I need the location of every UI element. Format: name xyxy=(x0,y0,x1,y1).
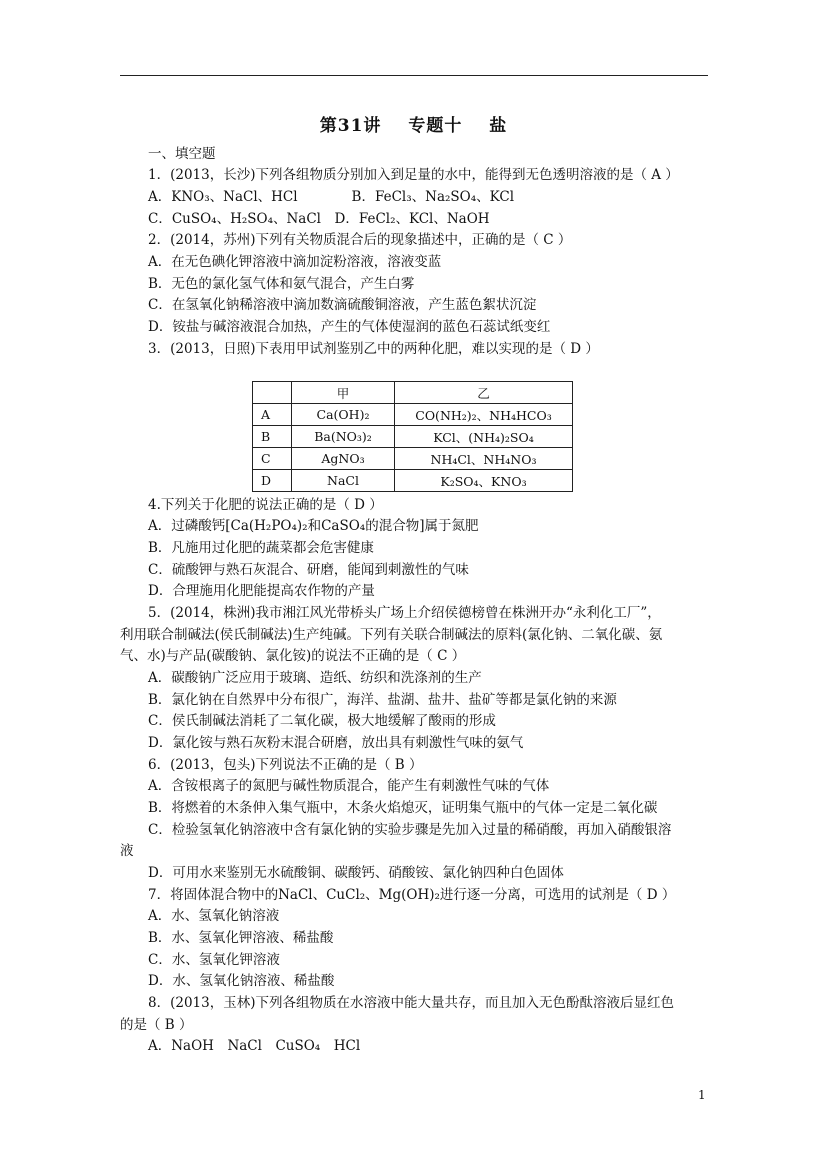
q5-option-c: C．侯氏制碱法消耗了二氧化碳，极大地缓解了酸雨的形成 xyxy=(148,713,496,729)
section-heading: 一、填空题 xyxy=(148,146,216,162)
q7-option-b: B．水、氢氧化钾溶液、稀盐酸 xyxy=(148,930,334,946)
table-cell: C xyxy=(253,448,292,470)
q2-option-a: A．在无色碘化钾溶液中滴加淀粉溶液，溶液变蓝 xyxy=(148,254,442,270)
title-topic: 专题十 xyxy=(408,116,463,136)
table-cell: A xyxy=(253,404,292,426)
table-cell: Ca(OH)₂ xyxy=(292,404,395,426)
q8-stem-line2: 的是（ B ） xyxy=(120,1017,193,1033)
q4-option-a: A．过磷酸钙[Ca(H₂PO₄)₂和CaSO₄的混合物]属于氮肥 xyxy=(148,518,479,534)
table-cell: CO(NH₂)₂、NH₄HCO₃ xyxy=(395,404,573,426)
q6-option-d: D．可用水来鉴别无水硫酸铜、碳酸钙、硝酸铵、氯化钠四种白色固体 xyxy=(148,865,564,881)
q3-stem: 3．(2013，日照)下表用甲试剂鉴别乙中的两种化肥，难以实现的是（ D ） xyxy=(148,341,599,357)
table-row xyxy=(253,426,573,448)
q2-stem: 2．(2014，苏州)下列有关物质混合后的现象描述中，正确的是（ C ） xyxy=(148,232,572,248)
q2-option-b: B．无色的氯化氢气体和氨气混合，产生白雾 xyxy=(148,276,415,292)
page-number: 1 xyxy=(698,1088,706,1102)
q4-stem: 4.下列关于化肥的说法正确的是（ D ） xyxy=(148,497,383,513)
q5-stem-line3: 气、水)与产品(碳酸钠、氯化铵)的说法不正确的是（ C ） xyxy=(120,648,466,664)
q7-option-a: A．水、氢氧化钠溶液 xyxy=(148,908,280,924)
q6-option-a: A．含铵根离子的氮肥与碱性物质混合，能产生有刺激性气味的气体 xyxy=(148,778,550,794)
table-row xyxy=(253,404,573,426)
q6-option-b: B．将燃着的木条伸入集气瓶中，木条火焰熄灭，证明集气瓶中的气体一定是二氧化碳 xyxy=(148,800,658,816)
q5-stem-line1: 5．(2014，株洲)我市湘江风光带桥头广场上介绍侯德榜曾在株洲开办“永利化工厂”， xyxy=(148,605,661,621)
table-header-row xyxy=(253,382,573,404)
title-subject: 盐 xyxy=(489,116,508,136)
q1-stem: 1．(2013，长沙)下列各组物质分别加入到足量的水中，能得到无色透明溶液的是（ A ） xyxy=(148,167,679,183)
q1-options-ab: A．KNO₃、NaCl、HCl B．FeCl₃、Na₂SO₄、KCl xyxy=(148,189,515,205)
page-title xyxy=(0,111,827,136)
table-cell: NaCl xyxy=(292,470,395,492)
table-cell: Ba(NO₃)₂ xyxy=(292,426,395,448)
q8-option-a: A．NaOH NaCl CuSO₄ HCl xyxy=(148,1038,361,1054)
q5-option-b: B．氯化钠在自然界中分布很广，海洋、盐湖、盐井、盐矿等都是氯化钠的来源 xyxy=(148,692,617,708)
header-rule xyxy=(120,75,708,76)
q5-option-a: A．碳酸钠广泛应用于玻璃、造纸、纺织和洗涤剂的生产 xyxy=(148,670,482,686)
table-cell: NH₄Cl、NH₄NO₃ xyxy=(395,448,573,470)
q7-stem: 7．将固体混合物中的NaCl、CuCl₂、Mg(OH)₂进行逐一分离，可选用的试剂是（ D ） xyxy=(148,887,676,903)
table-header-cell: 甲 xyxy=(292,382,395,404)
q8-stem-line1: 8．(2013，玉林)下列各组物质在水溶液中能大量共存，而且加入无色酚酞溶液后显红色 xyxy=(148,995,674,1011)
q3-table xyxy=(252,381,573,492)
q7-option-c: C．水、氢氧化钾溶液 xyxy=(148,952,280,968)
q6-stem: 6．(2013，包头)下列说法不正确的是（ B ） xyxy=(148,757,423,773)
q6-option-c-line1: C．检验氢氧化钠溶液中含有氯化钠的实验步骤是先加入过量的稀硝酸，再加入硝酸银溶 xyxy=(148,822,672,838)
table-cell: B xyxy=(253,426,292,448)
title-lecture: 第31讲 xyxy=(319,116,382,136)
table-cell: D xyxy=(253,470,292,492)
table-header-cell: 乙 xyxy=(395,382,573,404)
table-cell: AgNO₃ xyxy=(292,448,395,470)
q5-stem-line2: 利用联合制碱法(侯氏制碱法)生产纯碱。下列有关联合制碱法的原料(氯化钠、二氧化碳、氨 xyxy=(120,627,663,643)
table-header-cell xyxy=(253,382,292,404)
table-cell: K₂SO₄、KNO₃ xyxy=(395,470,573,492)
table-cell: KCl、(NH₄)₂SO₄ xyxy=(395,426,573,448)
q4-option-c: C．硫酸钾与熟石灰混合、研磨，能闻到刺激性的气味 xyxy=(148,562,469,578)
q2-option-c: C．在氢氧化钠稀溶液中滴加数滴硫酸铜溶液，产生蓝色絮状沉淀 xyxy=(148,297,537,313)
table-row xyxy=(253,470,573,492)
q5-option-d: D．氯化铵与熟石灰粉末混合研磨，放出具有刺激性气味的氨气 xyxy=(148,735,524,751)
q7-option-d: D．水、氢氧化钠溶液、稀盐酸 xyxy=(148,973,335,989)
q6-option-c-line2: 液 xyxy=(120,843,134,859)
q4-option-b: B．凡施用过化肥的蔬菜都会危害健康 xyxy=(148,540,374,556)
table-row xyxy=(253,448,573,470)
q4-option-d: D．合理施用化肥能提高农作物的产量 xyxy=(148,583,375,599)
q2-option-d: D．铵盐与碱溶液混合加热，产生的气体使湿润的蓝色石蕊试纸变红 xyxy=(148,319,551,335)
q1-options-cd: C．CuSO₄、H₂SO₄、NaCl D．FeCl₂、KCl、NaOH xyxy=(148,211,490,227)
